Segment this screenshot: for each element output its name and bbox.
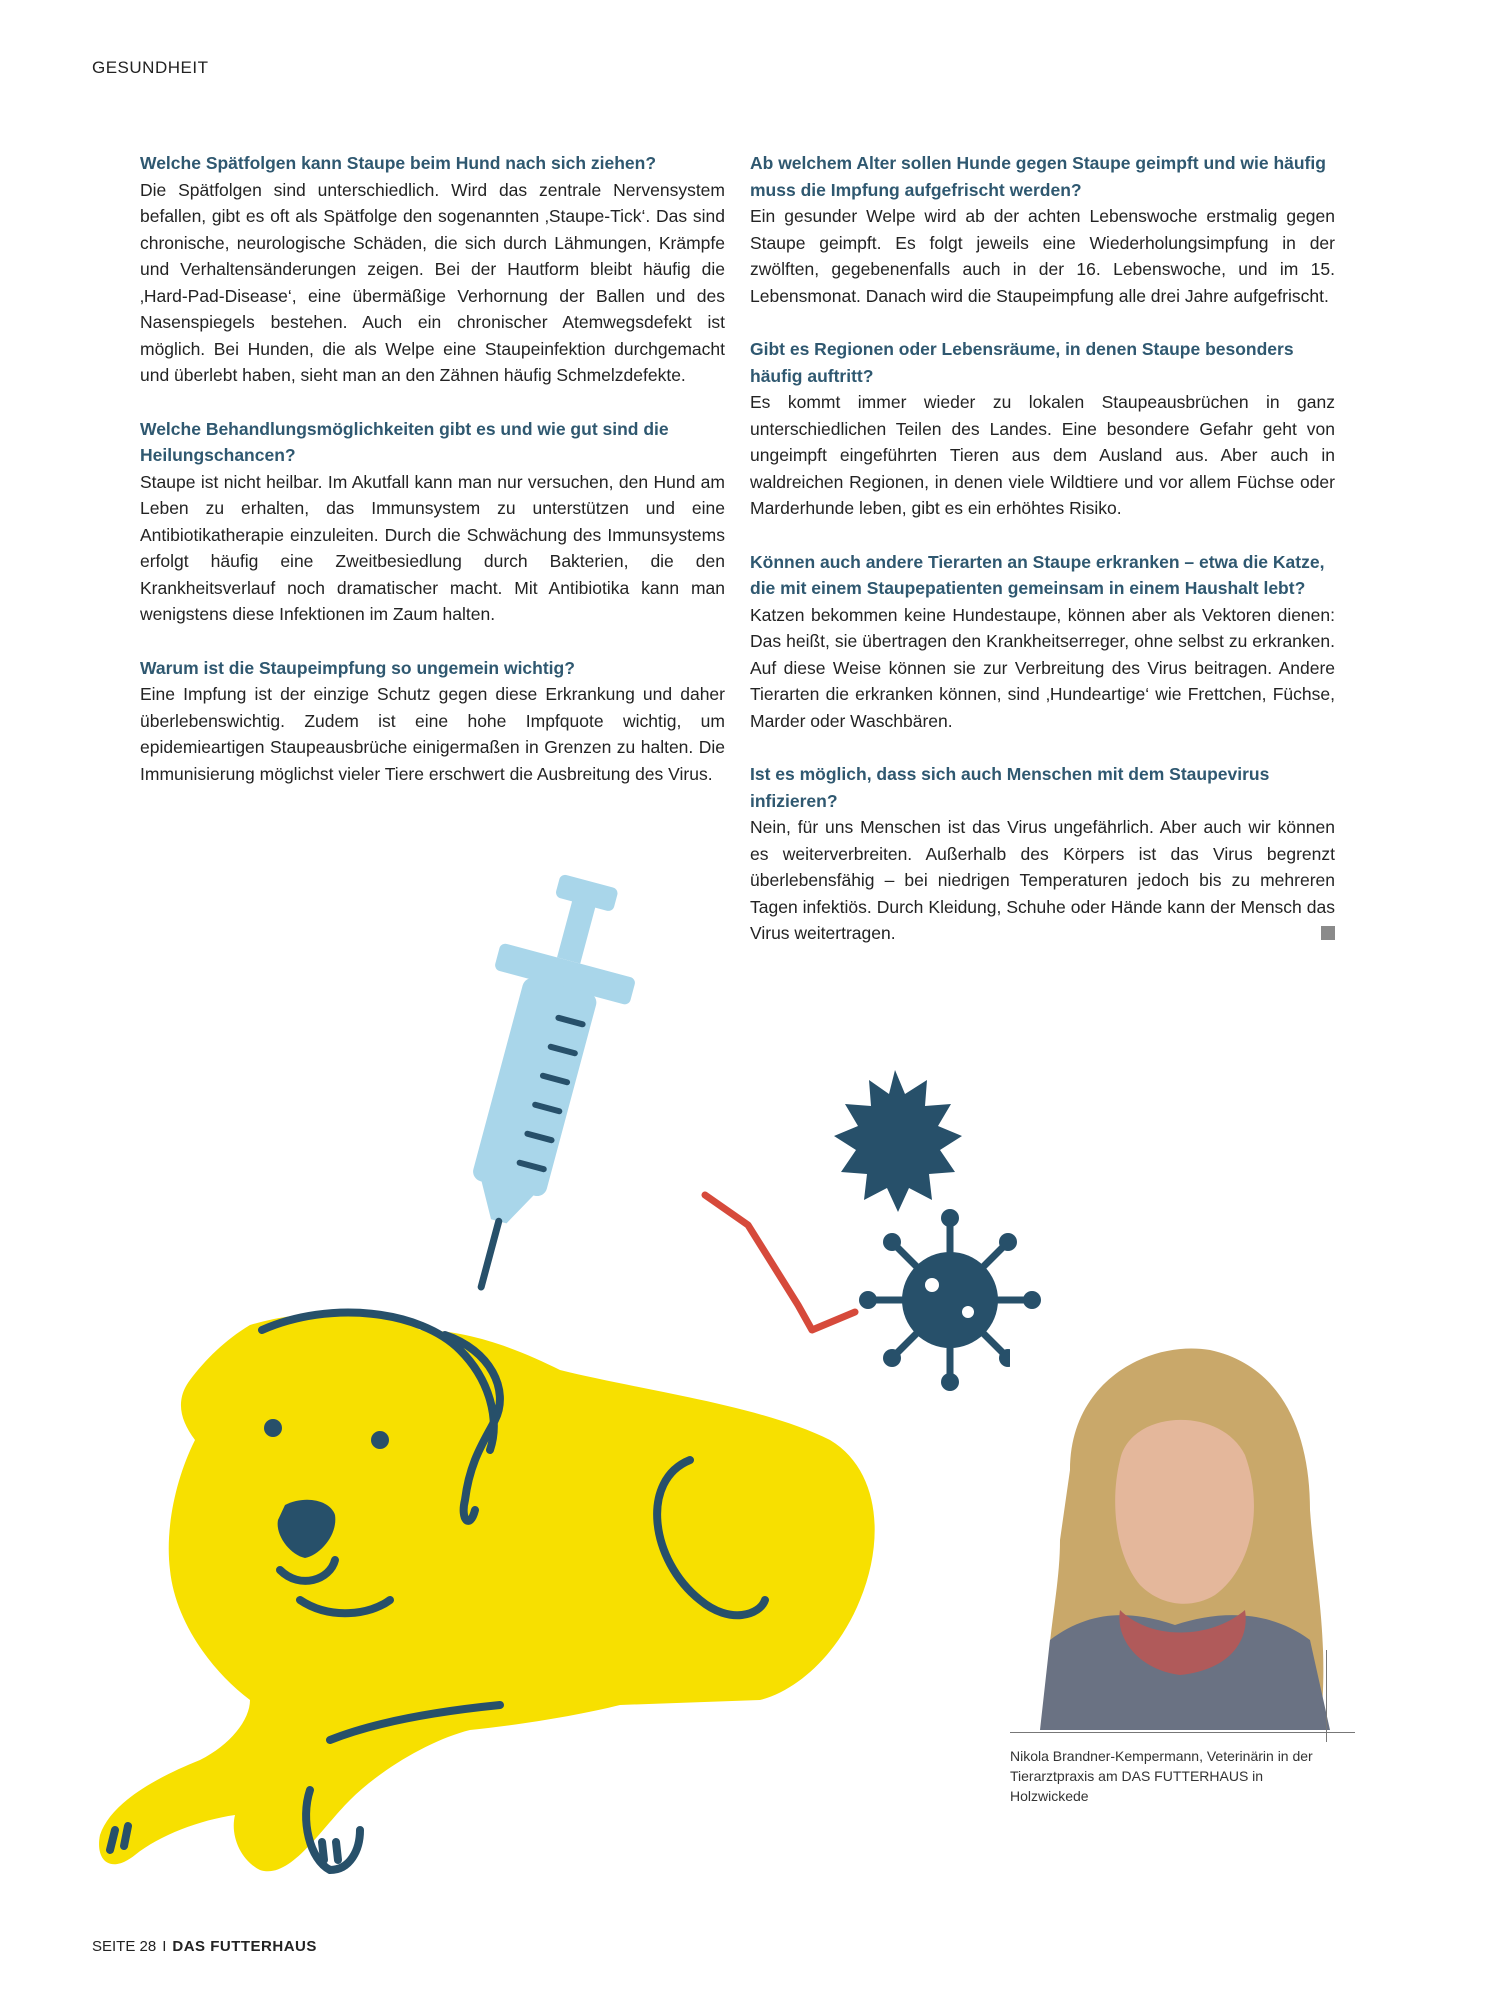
question-heading: Gibt es Regionen oder Lebensräume, in denen Staupe besonders häufig auftritt? <box>750 339 1294 386</box>
virus-spiky-icon <box>834 1070 962 1212</box>
photo-frame-line <box>1326 1650 1327 1742</box>
question-heading: Können auch andere Tierarten an Staupe erkranken – etwa die Katze, die mit einem Staupepatienten gemeinsam in einem Haushalt lebt? <box>750 551 1325 598</box>
question-heading: Warum ist die Staupeimpfung so ungemein wichtig? <box>140 657 575 678</box>
question-heading: Ab welchem Alter sollen Hunde gegen Staupe geimpft und wie häufig muss die Impfung aufgefrischt werden? <box>750 153 1326 200</box>
section-label: GESUNDHEIT <box>92 58 209 77</box>
photo-caption: Nikola Brandner-Kempermann, Veterinärin in der Tierarztpraxis am DAS FUTTERHAUS in Holzwickede <box>1010 1748 1313 1804</box>
answer-text: Es kommt immer wieder zu lokalen Staupeausbrüchen in ganz unterschiedlichen Teilen des Landes. Eine besondere Gefahr geht von ungeimpft eingeführten Tieren aus dem Ausland aus. Aber auch in waldreichen Regionen, in denen viele Wildtiere und vor allem Füchse oder Marderhunde leben, gibt es ein erhöhtes Risiko. <box>750 392 1335 518</box>
check-arrow-icon <box>705 1195 855 1330</box>
dog-eye-left <box>264 1419 282 1437</box>
answer-text: Staupe ist nicht heilbar. Im Akutfall kann man nur versuchen, den Hund am Leben zu erhalten, das Immunsystem zu unterstützen und eine Antibiotikatherapie einzuleiten. Durch die Schwächung des Immunsystems erfolgt häufig eine Zweitbesiedlung durch Bakterien, die den Krankheitsverlauf noch dramatischer macht. Mit Antibiotika kann man wenigstens diese Infektionen im Zaum halten. <box>140 471 725 624</box>
syringe-plunger-rod <box>557 899 596 963</box>
answer-text: Ein gesunder Welpe wird ab der achten Lebenswoche erstmalig gegen Staupe geimpft. Es folgt jeweils eine Wiederholungsimpfung in der zwölften, gegebenenfalls auch in der 16. Lebenswoche, und im 15. Lebensmonat. Danach wird die Staupeimpfung alle drei Jahre aufgefrischt. <box>750 206 1335 306</box>
answer-text: Die Spätfolgen sind unterschiedlich. Wird das zentrale Nervensystem befallen, gibt es oft als Spätfolge den sogenannten ‚Staupe-Tick‘. Das sind chronische, neurologische Schäden, die sich durch Lähmungen, Krämpfe und Verhaltensänderungen zeigen. Bei der Hautform bleibt häufig die ‚Hard-Pad-Disease‘, eine übermäßige Verhornung der Ballen und des Nasenspiegels bestehen. Auch ein chronischer Atemwegsdefekt ist möglich. Bei Hunden, die als Welpe eine Staupeinfektion durchgemacht und überlebt haben, sieht man an den Zähnen häufig Schmelzdefekte. <box>140 179 725 385</box>
page-number: SEITE 28 <box>92 1938 157 1955</box>
question-heading: Welche Behandlungsmöglichkeiten gibt es und wie gut sind die Heilungschancen? <box>140 418 669 465</box>
dog-illustration <box>99 1313 875 1872</box>
answer-text-span: Nein, für uns Menschen ist das Virus ungefährlich. Aber auch wir können es weiterverbreiten. Außerhalb des Körpers ist das Virus begrenzt überlebensfähig – bei niedrigen Temperaturen jedoch bis zu mehreren Tagen infektiös. Durch Kleidung, Schuhe oder Hände kann der Mensch das Virus weitertragen. <box>750 817 1335 943</box>
page-footer <box>92 1938 317 1955</box>
veterinarian-photo <box>1010 1340 1340 1730</box>
photo-face <box>1115 1420 1254 1604</box>
footer-separator: I <box>162 1938 167 1955</box>
dog-front-claws <box>322 1842 338 1860</box>
question-heading: Ist es möglich, dass sich auch Menschen mit dem Staupevirus infizieren? <box>750 764 1270 811</box>
magazine-brand: DAS FUTTERHAUS <box>172 1938 317 1955</box>
question-heading: Welche Spätfolgen kann Staupe beim Hund nach sich ziehen? <box>140 153 657 173</box>
answer-text: Katzen bekommen keine Hundestaupe, können aber als Vektoren dienen: Das heißt, sie übertragen den Krankheitserreger, ohne selbst zu erkranken. Auf diese Weise können sie zur Verbreitung des Virus beitragen. Andere Tierarten die erkranken können, sind ‚Hundeartige‘ wie Frettchen, Füchse, Marder oder Waschbären. <box>750 604 1335 731</box>
photo-frame-line <box>1010 1732 1355 1733</box>
dog-eye-right <box>371 1431 389 1449</box>
answer-text: Eine Impfung ist der einzige Schutz gegen diese Erkrankung und daher überlebenswichtig. Zudem ist eine hohe Impfquote wichtig, um epidemieartigen Staupeausbrüche einigermaßen in Grenzen zu halten. Die Immunisierung möglichst vieler Tiere erschwert die Ausbreitung des Virus. <box>140 684 725 784</box>
syringe-needle <box>481 1221 499 1287</box>
syringe-icon <box>414 863 658 1305</box>
